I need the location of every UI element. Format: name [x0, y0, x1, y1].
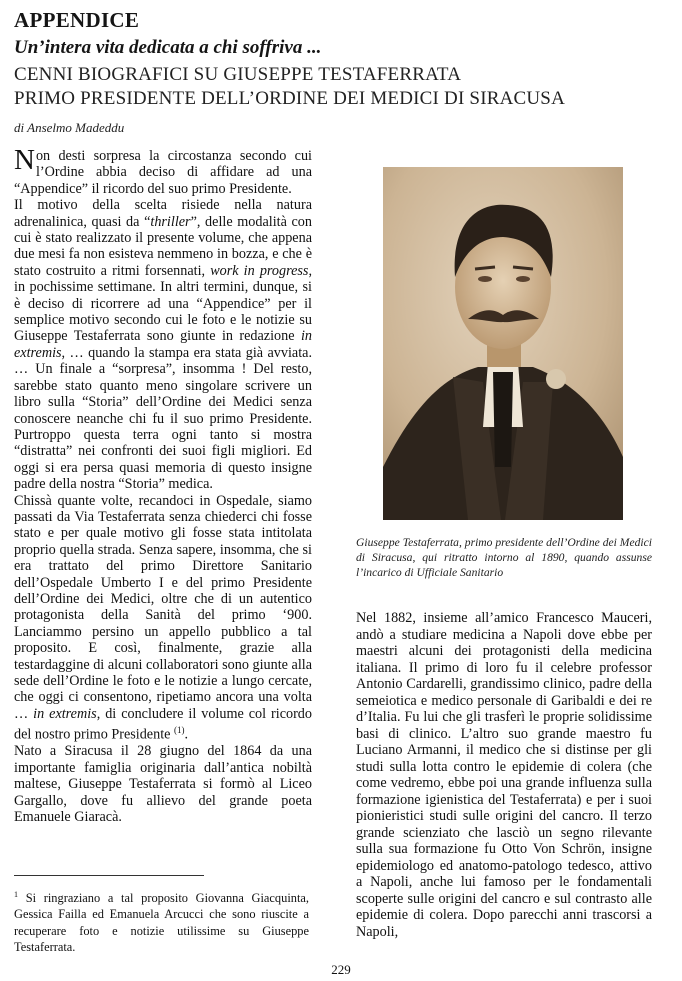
text-run: .	[184, 726, 189, 743]
portrait-photo	[383, 167, 623, 520]
footnote	[14, 887, 309, 955]
paragraph-intro-text: on desti sorpresa la circostanza secondo cui l’Ordine abbia deciso di affidare ad una “Appendice” il ricordo del suo primo Presidente.	[14, 148, 312, 197]
paragraph-intro	[14, 144, 312, 197]
portrait-illustration	[383, 167, 623, 520]
heading-line-2: PRIMO PRESIDENTE DELL’ORDINE DEI MEDICI DI SIRACUSA	[14, 88, 565, 109]
paragraph-nascita: Nato a Siracusa il 28 giugno del 1864 da una importante famiglia originaria dall’antica nobiltà maltese, Giuseppe Testaferrata si formò al Liceo Gargallo, dove fu allievo del grande poeta Emanuele Giaracà.	[14, 743, 312, 825]
drop-cap: N	[14, 144, 35, 176]
emphasis-work-in-progress: work in progress	[210, 262, 309, 279]
text-run: , … quando la stampa era stata già avviata. … Un finale a “sorpresa”, insomma ! Del resto, sarebbe stato quanto meno singolare scrivere un libro sulla “Storia” dell’Ordine dei Medici senza conoscere neanche chi fu il suo primo Presidente. Purtroppo questa terra ogni tanto si mostra “distratta” nei confronti dei suoi figli migliori. Ed oggi si era persa quasi memoria di questo insigne padre della nostra “Storia” medica.	[14, 344, 312, 493]
paragraph-napoli: Nel 1882, insieme all’amico Francesco Mauceri, andò a studiare medicina a Napoli dove ebbe per maestri alcuni dei protagonisti della medicina italiana. Il primo di loro fu il celebre professor Antonio Cardarelli, grandissimo clinico, padre della semeiotica e medico personale di Garibaldi e dei re d’Italia. Fu lui che gli trasferì le proprie solidissime basi di clinico. L’altro suo grande maestro fu Luciano Armanni, il medico che si distinse per gli studi sulla lotta contro le epidemie di colera (che come vedremo, ebbe poi una grande influenza sulla formazione igienistica del Testaferrata) e per i suoi pionieristici studi sulle origini del cancro. Il terzo grande scienziato che lasciò un segno rilevante sulla sua formazione fu Otto Von Schrön, insigne epidemiologo ed anatomo-patologo tedesco, attivo a Napoli, anche lui famoso per le fondamentali scoperte sulle origini del cancro e sul contrasto alle epidemie di colera. Dopo parecchi anni trascorsi a Napoli,	[356, 610, 652, 940]
paragraph-ospedale	[14, 493, 312, 744]
footnote-reference[interactable]: (1)	[173, 725, 185, 736]
text-run: , in pochissime settimane. In altri termini, dunque, si è deciso di ricorrere ad una “Appendice” per il semplice motivo secondo cui le foto e le notizie su Giuseppe Testaferrata sono giunte in redazione	[14, 262, 312, 345]
text-run: Chissà quante volte, recandoci in Ospedale, siamo passati da Via Testaferrata senza chiederci chi fosse stato e per quale motivo gli fosse stata intitolata proprio quella strada. Senza sapere, insomma, che si era trattato del primo Direttore Sanitario dell’Ospedale Umberto I e del primo Presidente dell’Ordine dei Medici, oltre che di un autentico protagonista della Sanità del primo ‘900. Lanciammo persino un appello pubblico a tal proposito. E così, finalmente, grazie alla testardaggine di alcuni collaboratori sono giunte alla sede dell’Ordine le foto e le notizie a lungo cercate, che oggi ci consentono, ripetiamo ancora una volta …	[14, 492, 312, 722]
appendix-subtitle: Un’intera vita dedicata a chi soffriva ...	[14, 37, 322, 58]
text-run: , di concludere il volume col ricordo del nostro primo Presidente	[14, 705, 312, 743]
paragraph-motivo	[14, 197, 312, 492]
text-run: Il motivo della scelta risiede nella natura adrenalinica, quasi da “	[14, 197, 312, 230]
right-column	[356, 610, 652, 940]
author-line: di Anselmo Madeddu	[14, 120, 125, 135]
figure-caption: Giuseppe Testaferrata, primo presidente dell’Ordine dei Medici di Siracusa, qui ritratto intorno al 1890, quando assunse l’incarico di Ufficiale Sanitario	[356, 536, 652, 579]
emphasis-in-extremis: in extremis	[14, 328, 312, 361]
footnote-text: Si ringraziano a tal proposito Giovanna Giacquinta, Gessica Failla ed Emanuela Arcucci che sono riuscite a recuperare foto e notizie utilissime su Giuseppe Testaferrata.	[14, 891, 309, 954]
footnote-rule	[14, 875, 204, 876]
appendix-title: APPENDICE	[14, 8, 140, 32]
left-column	[14, 144, 312, 825]
footnote-marker: 1	[14, 890, 18, 899]
heading-line-1: CENNI BIOGRAFICI SU GIUSEPPE TESTAFERRATA	[14, 64, 462, 85]
emphasis-in-extremis: in extremis	[33, 705, 97, 722]
text-run: ”, delle modalità con cui è stato realizzato il presente volume, che appena due mesi fa non esisteva nemmeno in bozza, e che è stato costruito a ritmi forsennati,	[14, 213, 312, 279]
page-number: 229	[331, 962, 351, 977]
emphasis-thriller: thriller	[150, 213, 191, 230]
